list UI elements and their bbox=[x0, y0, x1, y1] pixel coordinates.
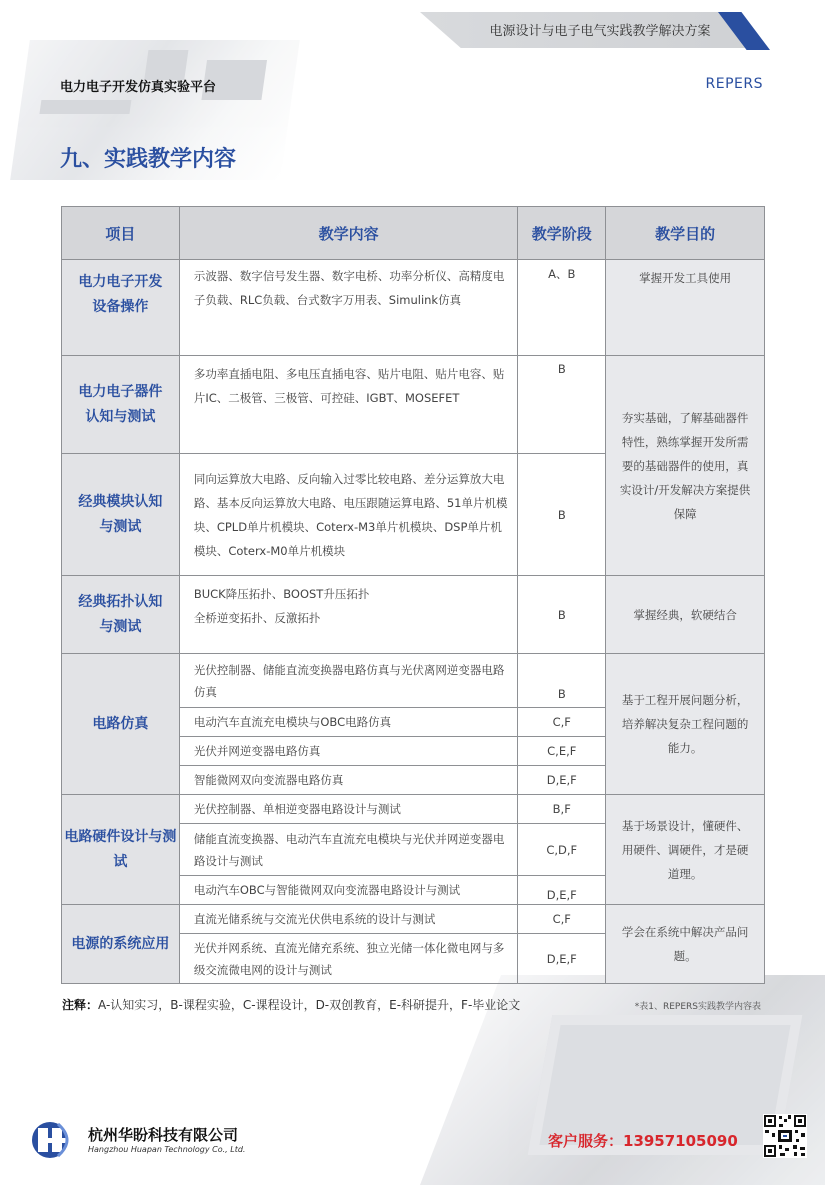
project-cell: 电源的系统应用 bbox=[62, 905, 180, 984]
project-cell: 经典拓扑认知与测试 bbox=[62, 576, 180, 654]
goal-cell: 掌握经典，软硬结合 bbox=[606, 576, 765, 654]
qr-code-icon bbox=[763, 1114, 807, 1158]
project-cell: 电路硬件设计与测试 bbox=[62, 795, 180, 905]
stage-cell: B bbox=[518, 356, 606, 454]
stage-cell: B,F bbox=[518, 795, 606, 824]
header-goal: 教学目的 bbox=[606, 207, 765, 260]
platform-title: 电力电子开发仿真实验平台 bbox=[60, 80, 217, 95]
stage-cell: C,E,F bbox=[518, 737, 606, 766]
table-row bbox=[62, 905, 765, 934]
stage-cell: C,D,F bbox=[518, 824, 606, 876]
table-row bbox=[62, 795, 765, 824]
customer-service-phone: 客户服务：13957105090 bbox=[548, 1132, 738, 1150]
goal-cell: 学会在系统中解决产品问题。 bbox=[606, 905, 765, 984]
content-cell: 同向运算放大电路、反向输入过零比较电路、差分运算放大电路、基本反向运算放大电路、电压跟随运算电路、51单片机模块、CPLD单片机模块、Coterx-M3单片机模块、DSP单片机模块、Coterx-M0单片机模块 bbox=[179, 454, 517, 576]
goal-cell: 基于场景设计，懂硬件、用硬件、调硬件，才是硬道理。 bbox=[606, 795, 765, 905]
section-title: 九、实践教学内容 bbox=[60, 147, 237, 172]
table-row bbox=[62, 356, 765, 454]
goal-cell: 基于工程开展问题分析，培养解决复杂工程问题的能力。 bbox=[606, 654, 765, 795]
stage-cell: C,F bbox=[518, 905, 606, 934]
goal-cell: 夯实基础，了解基础器件特性，熟练掌握开发所需要的基础器件的使用，真实设计/开发解决方案提供保障 bbox=[606, 356, 765, 576]
company-name-en: Hangzhou Huapan Technology Co., Ltd. bbox=[88, 1145, 246, 1154]
project-cell: 电路仿真 bbox=[62, 654, 180, 795]
stage-cell: B bbox=[518, 654, 606, 708]
table-header-row bbox=[62, 207, 765, 260]
teaching-content-table bbox=[61, 206, 765, 984]
header-content: 教学内容 bbox=[179, 207, 517, 260]
table-note bbox=[62, 996, 520, 1013]
project-cell: 电力电子器件认知与测试 bbox=[62, 356, 180, 454]
table-row bbox=[62, 654, 765, 708]
table-row bbox=[62, 576, 765, 654]
content-cell: 光伏控制器、单相逆变器电路设计与测试 bbox=[179, 795, 517, 824]
company-logo-icon bbox=[28, 1120, 78, 1160]
brand-name: REPERS bbox=[705, 76, 763, 92]
goal-cell: 掌握开发工具使用 bbox=[606, 260, 765, 356]
header-project: 项目 bbox=[62, 207, 180, 260]
note-label: 注释： bbox=[62, 998, 99, 1012]
project-cell: 电力电子开发设备操作 bbox=[62, 260, 180, 356]
content-cell: 智能微网双向变流器电路仿真 bbox=[179, 766, 517, 795]
company-name-cn: 杭州华盼科技有限公司 bbox=[88, 1126, 239, 1144]
table-row bbox=[62, 260, 765, 356]
content-cell: 电动汽车OBC与智能微网双向变流器电路设计与测试 bbox=[179, 876, 517, 905]
table-caption: *表1、REPERS实践教学内容表 bbox=[634, 1002, 761, 1012]
stage-cell: D,E,F bbox=[518, 876, 606, 905]
project-cell: 经典模块认知与测试 bbox=[62, 454, 180, 576]
content-cell: 光伏并网系统、直流光储充系统、独立光储一体化微电网与多级交流微电网的设计与测试 bbox=[179, 934, 517, 984]
content-cell: 多功率直插电阻、多电压直插电容、贴片电阻、贴片电容、贴片IC、二极管、三极管、可控硅、IGBT、MOSEFET bbox=[179, 356, 517, 454]
content-cell: 储能直流变换器、电动汽车直流充电模块与光伏并网逆变器电路设计与测试 bbox=[179, 824, 517, 876]
content-line: 全桥逆变拓扑、反激拓扑 bbox=[193, 611, 321, 625]
stage-cell: B bbox=[518, 576, 606, 654]
stage-cell: D,E,F bbox=[518, 934, 606, 984]
header-stage: 教学阶段 bbox=[518, 207, 606, 260]
stage-cell: A、B bbox=[518, 260, 606, 356]
content-cell bbox=[179, 576, 517, 654]
content-cell: 光伏并网逆变器电路仿真 bbox=[179, 737, 517, 766]
stage-cell: C,F bbox=[518, 708, 606, 737]
content-cell: 电动汽车直流充电模块与OBC电路仿真 bbox=[179, 708, 517, 737]
stage-cell: B bbox=[518, 454, 606, 576]
content-cell: 光伏控制器、储能直流变换器电路仿真与光伏离网逆变器电路仿真 bbox=[179, 654, 517, 708]
stage-cell: D,E,F bbox=[518, 766, 606, 795]
note-text: A-认知实习，B-课程实验，C-课程设计，D-双创教育，E-科研提升，F-毕业论文 bbox=[98, 998, 521, 1012]
content-cell: 示波器、数字信号发生器、数字电桥、功率分析仪、高精度电子负载、RLC负载、台式数字万用表、Simulink仿真 bbox=[179, 260, 517, 356]
content-line: BUCK降压拓扑、BOOST升压拓扑 bbox=[193, 587, 370, 601]
banner-text: 电源设计与电子电气实践教学解决方案 bbox=[489, 24, 711, 39]
content-cell: 直流光储系统与交流光伏供电系统的设计与测试 bbox=[179, 905, 517, 934]
